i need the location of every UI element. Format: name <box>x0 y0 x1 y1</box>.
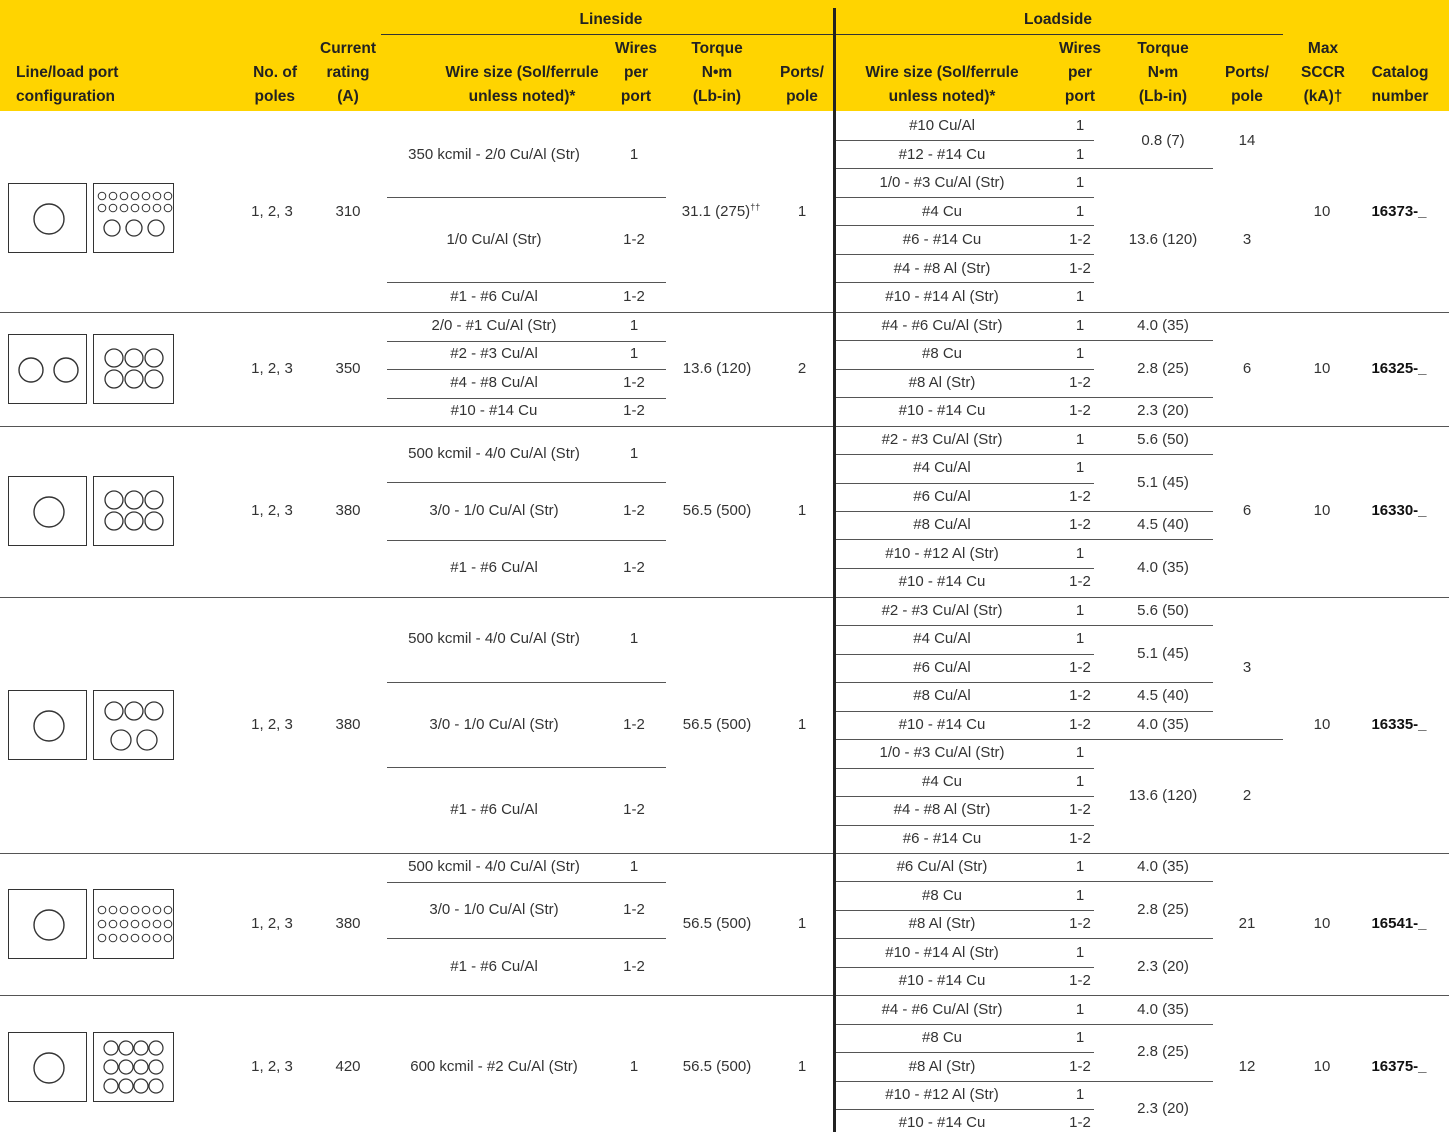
load-ports-per-pole: 14 <box>1238 132 1256 149</box>
line-wire-size: 3/0 - 1/0 Cu/Al (Str) <box>429 716 559 733</box>
catalog-number: 16325-_ <box>1371 360 1427 377</box>
load-wires-per-port: 1 <box>1075 944 1085 961</box>
load-wires-per-port: 1 <box>1075 288 1085 305</box>
load-torque: 13.6 (120) <box>1128 231 1198 248</box>
load-wires-per-port: 1 <box>1075 744 1085 761</box>
load-wire-size: #4 Cu/Al <box>913 459 971 476</box>
loadside-divider <box>836 568 1094 569</box>
load-torque: 2.8 (25) <box>1137 901 1189 918</box>
line-wire-size: 500 kcmil - 4/0 Cu/Al (Str) <box>408 630 580 647</box>
loadside-divider <box>836 910 1094 911</box>
col-load-wire-2: unless noted)* <box>888 88 996 105</box>
col-load-torque-3: (Lb-in) <box>1138 88 1188 105</box>
col-catalog-2: number <box>1371 88 1429 105</box>
row-divider <box>0 597 1449 598</box>
line-wire-size: 600 kcmil - #2 Cu/Al (Str) <box>410 1058 578 1075</box>
line-torque: 13.6 (120) <box>682 360 752 377</box>
load-wires-per-port: 1 <box>1075 146 1085 163</box>
lineside-divider <box>387 197 666 198</box>
load-wire-size: #4 Cu/Al <box>913 630 971 647</box>
loadside-divider <box>836 1052 1094 1053</box>
load-ports-per-pole: 3 <box>1242 231 1252 248</box>
current-value: 380 <box>335 915 361 932</box>
load-ports-per-pole: 6 <box>1242 360 1252 377</box>
line-wires-per-port: 1-2 <box>623 559 645 576</box>
loadside-divider <box>836 140 1094 141</box>
load-wires-per-port: 1-2 <box>1069 830 1091 847</box>
load-wires-per-port: 1 <box>1075 431 1085 448</box>
load-wire-size: #10 Cu/Al <box>909 117 975 134</box>
load-wire-size: #4 - #6 Cu/Al (Str) <box>881 1001 1003 1018</box>
loadside-rule <box>836 34 1283 35</box>
load-wire-size: #8 Cu <box>921 1029 963 1046</box>
line-wires-per-port: 1 <box>629 1058 639 1075</box>
load-torque: 5.6 (50) <box>1137 602 1189 619</box>
line-torque: 56.5 (500) <box>682 502 752 519</box>
line-wires-per-port: 1-2 <box>623 288 645 305</box>
load-wire-size: 1/0 - #3 Cu/Al (Str) <box>879 174 1005 191</box>
col-line-torque-3: (Lb-in) <box>692 88 742 105</box>
load-wire-size: #8 Al (Str) <box>908 915 976 932</box>
load-wires-per-port: 1 <box>1075 459 1085 476</box>
load-torque: 2.3 (20) <box>1137 402 1189 419</box>
load-torque: 4.0 (35) <box>1137 716 1189 733</box>
line-wire-size: 3/0 - 1/0 Cu/Al (Str) <box>429 901 559 918</box>
line-wires-per-port: 1-2 <box>623 901 645 918</box>
port-config-diagram <box>8 1032 176 1104</box>
load-wire-size: #8 Al (Str) <box>908 374 976 391</box>
line-ports-per-pole: 1 <box>797 716 807 733</box>
sccr-value: 10 <box>1313 1058 1331 1075</box>
col-poles-2: poles <box>254 88 295 105</box>
load-torque: 4.0 (35) <box>1137 1001 1189 1018</box>
lineside-divider <box>387 882 666 883</box>
load-wire-size: 1/0 - #3 Cu/Al (Str) <box>879 744 1005 761</box>
current-value: 310 <box>335 203 361 220</box>
load-wire-size: #8 Cu/Al <box>913 516 971 533</box>
col-line-wire-2: unless noted)* <box>468 88 576 105</box>
loadside-divider <box>836 1109 1094 1110</box>
load-wires-per-port: 1 <box>1075 345 1085 362</box>
lineside-divider <box>387 398 666 399</box>
load-wires-per-port: 1-2 <box>1069 659 1091 676</box>
lineside-divider <box>387 767 666 768</box>
col-current-2: rating <box>326 64 370 81</box>
line-wires-per-port: 1 <box>629 445 639 462</box>
load-wires-per-port: 1 <box>1075 174 1085 191</box>
load-wires-per-port: 1 <box>1075 858 1085 875</box>
load-wire-size: #12 - #14 Cu <box>898 146 986 163</box>
col-config-2: configuration <box>16 88 116 105</box>
lineside-divider <box>387 282 666 283</box>
loadside-divider <box>836 739 1283 740</box>
poles-value: 1, 2, 3 <box>251 360 293 377</box>
line-wire-size: 500 kcmil - 4/0 Cu/Al (Str) <box>408 445 580 462</box>
load-wire-size: #4 - #6 Cu/Al (Str) <box>881 317 1003 334</box>
row-divider <box>0 995 1449 996</box>
line-torque <box>682 203 760 221</box>
loadside-divider <box>836 825 1094 826</box>
load-wire-size: #10 - #12 Al (Str) <box>885 1086 999 1103</box>
loadside-divider <box>836 225 1094 226</box>
load-torque: 5.1 (45) <box>1137 645 1189 662</box>
col-load-wpp-3: port <box>1064 88 1096 105</box>
loadside-divider <box>836 397 1213 398</box>
catalog-number: 16373-_ <box>1371 203 1427 220</box>
line-ports-per-pole: 2 <box>797 360 807 377</box>
load-wires-per-port: 1 <box>1075 1029 1085 1046</box>
line-wire-size: #1 - #6 Cu/Al <box>450 801 538 818</box>
line-torque: 56.5 (500) <box>682 915 752 932</box>
lineside-rule <box>381 34 833 35</box>
line-ports-per-pole: 1 <box>797 203 807 220</box>
col-catalog-1: Catalog <box>1371 64 1429 81</box>
poles-value: 1, 2, 3 <box>251 502 293 519</box>
load-wires-per-port: 1 <box>1075 317 1085 334</box>
loadside-divider <box>836 454 1213 455</box>
load-wires-per-port: 1 <box>1075 1001 1085 1018</box>
loadside-divider <box>836 1081 1213 1082</box>
line-wire-size: #10 - #14 Cu <box>450 402 538 419</box>
loadside-divider <box>836 369 1094 370</box>
load-wires-per-port: 1 <box>1075 887 1085 904</box>
load-torque: 4.0 (35) <box>1137 858 1189 875</box>
load-wires-per-port: 1-2 <box>1069 801 1091 818</box>
line-wires-per-port: 1-2 <box>623 402 645 419</box>
line-wire-size: #2 - #3 Cu/Al <box>450 345 538 362</box>
load-torque: 13.6 (120) <box>1128 787 1198 804</box>
load-torque: 2.8 (25) <box>1137 360 1189 377</box>
load-wire-size: #6 - #14 Cu <box>902 830 982 847</box>
line-wires-per-port: 1-2 <box>623 801 645 818</box>
load-wires-per-port: 1-2 <box>1069 915 1091 932</box>
current-value: 380 <box>335 716 361 733</box>
load-torque: 2.3 (20) <box>1137 1100 1189 1117</box>
load-wire-size: #4 Cu <box>921 773 963 790</box>
row-divider <box>0 312 1449 313</box>
col-config-1: Line/load port <box>16 64 119 81</box>
loadside-divider <box>836 796 1094 797</box>
col-load-ports-1: Ports/ <box>1225 64 1269 81</box>
lineside-divider <box>387 540 666 541</box>
col-load-torque-1: Torque <box>1137 40 1189 57</box>
line-wires-per-port: 1 <box>629 345 639 362</box>
loadside-divider <box>836 340 1213 341</box>
line-wires-per-port: 1-2 <box>623 231 645 248</box>
port-config-diagram <box>8 476 176 548</box>
line-wires-per-port: 1-2 <box>623 502 645 519</box>
footnote-mark: †† <box>750 202 761 212</box>
lineside-divider <box>387 682 666 683</box>
poles-value: 1, 2, 3 <box>251 1058 293 1075</box>
load-wires-per-port: 1-2 <box>1069 374 1091 391</box>
col-sccr-1: Max <box>1307 40 1339 57</box>
load-torque: 5.1 (45) <box>1137 474 1189 491</box>
line-torque: 56.5 (500) <box>682 716 752 733</box>
line-torque: 56.5 (500) <box>682 1058 752 1075</box>
load-ports-per-pole: 6 <box>1242 502 1252 519</box>
lineside-divider <box>387 341 666 342</box>
line-wire-size: 2/0 - #1 Cu/Al (Str) <box>431 317 557 334</box>
sccr-value: 10 <box>1313 915 1331 932</box>
load-wires-per-port: 1 <box>1075 773 1085 790</box>
load-wires-per-port: 1-2 <box>1069 260 1091 277</box>
load-torque: 0.8 (7) <box>1141 132 1185 149</box>
current-value: 350 <box>335 360 361 377</box>
load-torque: 4.0 (35) <box>1137 559 1189 576</box>
load-wires-per-port: 1 <box>1075 545 1085 562</box>
sccr-value: 10 <box>1313 360 1331 377</box>
col-load-wire-1: Wire size (Sol/ferrule <box>865 64 1019 81</box>
load-ports-per-pole: 2 <box>1242 787 1252 804</box>
load-ports-per-pole: 12 <box>1238 1058 1256 1075</box>
port-config-diagram <box>8 690 176 762</box>
sccr-value: 10 <box>1313 502 1331 519</box>
current-value: 380 <box>335 502 361 519</box>
col-current-1: Current <box>320 40 376 57</box>
loadside-divider <box>836 168 1213 169</box>
catalog-number: 16335-_ <box>1371 716 1427 733</box>
load-torque: 5.6 (50) <box>1137 431 1189 448</box>
load-wire-size: #4 - #8 Al (Str) <box>893 260 991 277</box>
col-load-wpp-2: per <box>1067 64 1093 81</box>
load-wires-per-port: 1-2 <box>1069 687 1091 704</box>
loadside-heading: Loadside <box>1023 11 1093 28</box>
col-load-torque-2: N•m <box>1147 64 1179 81</box>
col-line-wpp-2: per <box>623 64 649 81</box>
line-wire-size: 1/0 Cu/Al (Str) <box>446 231 542 248</box>
loadside-divider <box>836 539 1213 540</box>
load-wires-per-port: 1 <box>1075 117 1085 134</box>
catalog-number: 16330-_ <box>1371 502 1427 519</box>
col-line-wire-1: Wire size (Sol/ferrule <box>445 64 599 81</box>
load-wire-size: #8 Cu <box>921 345 963 362</box>
loadside-divider <box>836 625 1213 626</box>
line-ports-per-pole: 1 <box>797 502 807 519</box>
line-wire-size: #1 - #6 Cu/Al <box>450 958 538 975</box>
lineside-heading: Lineside <box>579 11 643 28</box>
line-wires-per-port: 1-2 <box>623 716 645 733</box>
load-wire-size: #10 - #12 Al (Str) <box>885 545 999 562</box>
loadside-divider <box>836 654 1094 655</box>
col-line-ports-2: pole <box>786 88 818 105</box>
load-wire-size: #6 - #14 Cu <box>902 231 982 248</box>
col-load-ports-2: pole <box>1231 88 1263 105</box>
load-wire-size: #8 Al (Str) <box>908 1058 976 1075</box>
col-sccr-2: SCCR <box>1301 64 1345 81</box>
line-wire-size: #1 - #6 Cu/Al <box>450 559 538 576</box>
load-ports-per-pole: 3 <box>1242 659 1252 676</box>
line-ports-per-pole: 1 <box>797 915 807 932</box>
load-wire-size: #10 - #14 Cu <box>898 402 986 419</box>
sccr-value: 10 <box>1313 716 1331 733</box>
load-wire-size: #6 Cu/Al <box>913 488 971 505</box>
loadside-divider <box>836 197 1094 198</box>
load-ports-per-pole: 21 <box>1238 915 1256 932</box>
line-wire-size: #4 - #8 Cu/Al <box>450 374 538 391</box>
line-ports-per-pole: 1 <box>797 1058 807 1075</box>
col-poles-1: No. of <box>253 64 297 81</box>
load-wire-size: #2 - #3 Cu/Al (Str) <box>881 431 1003 448</box>
load-wire-size: #10 - #14 Al (Str) <box>885 944 999 961</box>
load-torque: 2.3 (20) <box>1137 958 1189 975</box>
load-torque: 4.5 (40) <box>1137 516 1189 533</box>
current-value: 420 <box>335 1058 361 1075</box>
loadside-divider <box>836 938 1213 939</box>
port-config-diagram <box>8 183 176 255</box>
loadside-divider <box>836 511 1213 512</box>
loadside-divider <box>836 682 1213 683</box>
load-wire-size: #6 Cu/Al (Str) <box>896 858 988 875</box>
load-wire-size: #4 Cu <box>921 203 963 220</box>
loadside-divider <box>836 254 1094 255</box>
load-wires-per-port: 1-2 <box>1069 573 1091 590</box>
load-wire-size: #6 Cu/Al <box>913 659 971 676</box>
line-wires-per-port: 1 <box>629 317 639 334</box>
load-wires-per-port: 1-2 <box>1069 402 1091 419</box>
poles-value: 1, 2, 3 <box>251 716 293 733</box>
lineside-loadside-divider <box>833 8 836 1132</box>
load-wire-size: #2 - #3 Cu/Al (Str) <box>881 602 1003 619</box>
loadside-divider <box>836 1024 1213 1025</box>
col-line-torque-2: N•m <box>701 64 733 81</box>
load-wires-per-port: 1 <box>1075 1086 1085 1103</box>
line-wire-size: 3/0 - 1/0 Cu/Al (Str) <box>429 502 559 519</box>
poles-value: 1, 2, 3 <box>251 915 293 932</box>
row-divider <box>0 853 1449 854</box>
line-wires-per-port: 1 <box>629 858 639 875</box>
line-wire-size: 350 kcmil - 2/0 Cu/Al (Str) <box>408 146 580 163</box>
load-wires-per-port: 1 <box>1075 602 1085 619</box>
col-line-torque-1: Torque <box>691 40 743 57</box>
load-wires-per-port: 1-2 <box>1069 716 1091 733</box>
lineside-divider <box>387 938 666 939</box>
col-load-wpp-1: Wires <box>1058 40 1102 57</box>
load-wires-per-port: 1-2 <box>1069 972 1091 989</box>
col-line-wpp-1: Wires <box>614 40 658 57</box>
load-wires-per-port: 1-2 <box>1069 1114 1091 1131</box>
load-wire-size: #8 Cu <box>921 887 963 904</box>
load-wires-per-port: 1-2 <box>1069 1058 1091 1075</box>
line-wire-size: #1 - #6 Cu/Al <box>450 288 538 305</box>
load-torque: 4.5 (40) <box>1137 687 1189 704</box>
load-wires-per-port: 1-2 <box>1069 488 1091 505</box>
load-wire-size: #8 Cu/Al <box>913 687 971 704</box>
port-config-diagram <box>8 334 176 406</box>
port-config-diagram <box>8 889 176 961</box>
col-line-ports-1: Ports/ <box>780 64 824 81</box>
line-wires-per-port: 1-2 <box>623 958 645 975</box>
load-torque: 2.8 (25) <box>1137 1043 1189 1060</box>
poles-value: 1, 2, 3 <box>251 203 293 220</box>
line-torque-value: 31.1 (275) <box>681 203 751 220</box>
line-wires-per-port: 1-2 <box>623 374 645 391</box>
line-wires-per-port: 1 <box>629 146 639 163</box>
load-wire-size: #10 - #14 Al (Str) <box>885 288 999 305</box>
load-wires-per-port: 1-2 <box>1069 231 1091 248</box>
loadside-divider <box>836 768 1094 769</box>
line-wire-size: 500 kcmil - 4/0 Cu/Al (Str) <box>408 858 580 875</box>
col-sccr-3: (kA)† <box>1303 88 1343 105</box>
sccr-value: 10 <box>1313 203 1331 220</box>
loadside-divider <box>836 483 1094 484</box>
line-wires-per-port: 1 <box>629 630 639 647</box>
catalog-number: 16375-_ <box>1371 1058 1427 1075</box>
load-wires-per-port: 1 <box>1075 630 1085 647</box>
loadside-divider <box>836 282 1094 283</box>
lineside-divider <box>387 369 666 370</box>
loadside-divider <box>836 967 1094 968</box>
load-wire-size: #4 - #8 Al (Str) <box>893 801 991 818</box>
catalog-number: 16541-_ <box>1371 915 1427 932</box>
load-wire-size: #10 - #14 Cu <box>898 716 986 733</box>
lineside-divider <box>387 482 666 483</box>
load-wire-size: #10 - #14 Cu <box>898 972 986 989</box>
loadside-divider <box>836 881 1213 882</box>
load-wires-per-port: 1 <box>1075 203 1085 220</box>
load-wire-size: #10 - #14 Cu <box>898 573 986 590</box>
load-wire-size: #10 - #14 Cu <box>898 1114 986 1131</box>
loadside-divider <box>836 711 1213 712</box>
row-divider <box>0 426 1449 427</box>
load-torque: 4.0 (35) <box>1137 317 1189 334</box>
col-line-wpp-3: port <box>620 88 652 105</box>
col-current-3: (A) <box>337 88 359 105</box>
load-wires-per-port: 1-2 <box>1069 516 1091 533</box>
